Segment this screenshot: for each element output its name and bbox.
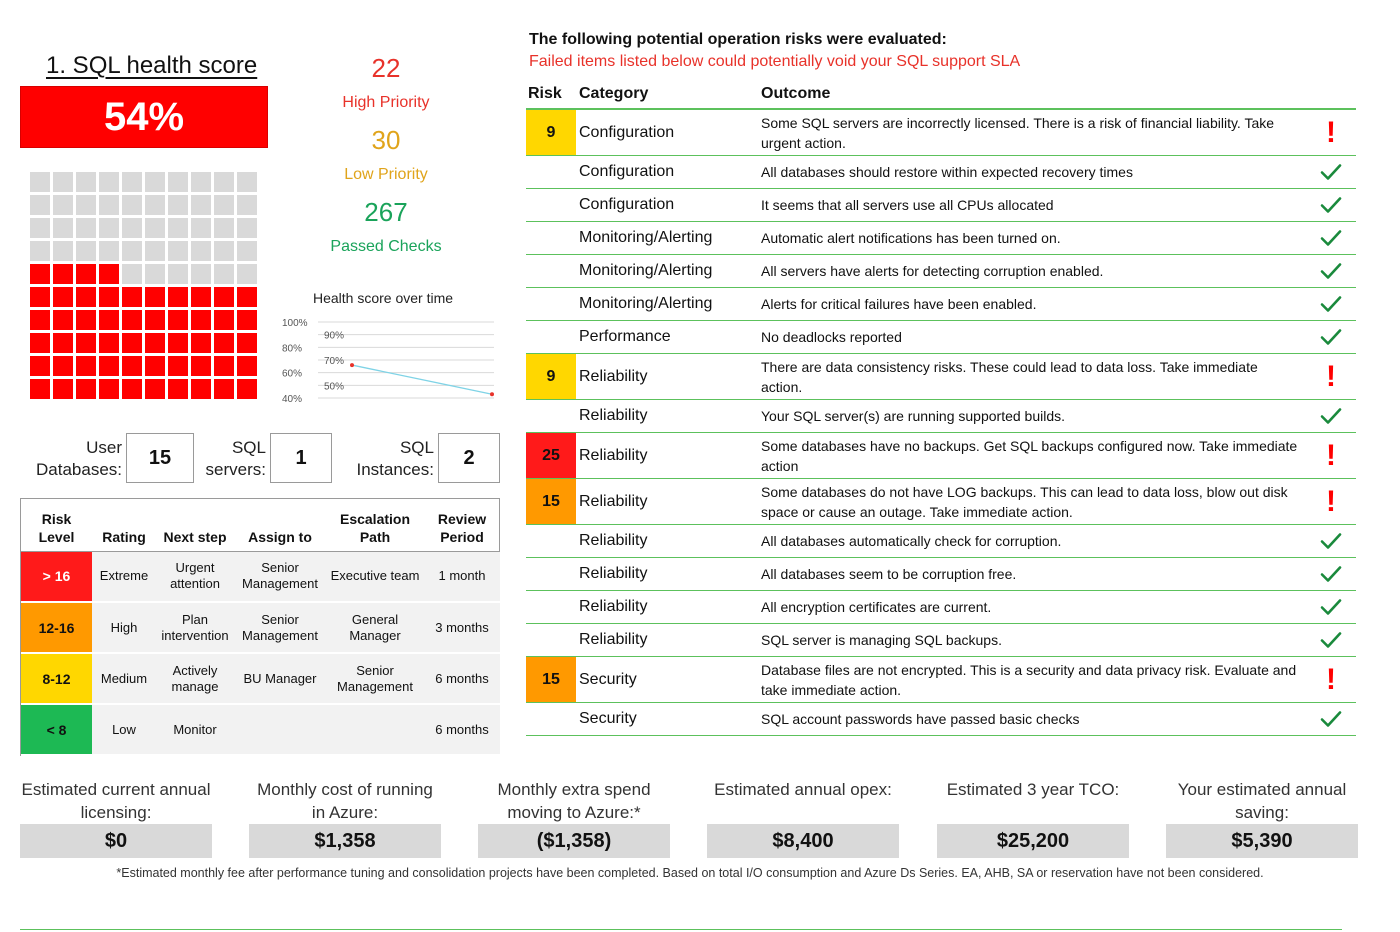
waffle-cell — [53, 241, 73, 261]
waffle-cell — [237, 333, 257, 353]
cost-label: Estimated annual opex: — [714, 780, 892, 799]
risk-score — [526, 222, 576, 254]
cost-value: $5,390 — [1166, 824, 1358, 858]
user-databases-label: User Databases: — [36, 438, 122, 479]
cost-footnote: *Estimated monthly fee after performance tuning and consolidation projects have been completed. Based on total I/O consumption and Azure Ds Series. EA, AHB, SA or reservation have not been considered. — [116, 866, 1264, 880]
waffle-cell — [168, 172, 188, 192]
waffle-cell — [122, 287, 142, 307]
fail-alert-icon: ! — [1326, 662, 1336, 696]
waffle-cell — [122, 356, 142, 376]
waffle-cell — [76, 333, 96, 353]
matrix-review-period: 6 months — [424, 704, 500, 755]
pass-check-icon — [1306, 624, 1356, 656]
matrix-row — [21, 653, 500, 704]
risk-category: Reliability — [579, 631, 648, 648]
waffle-cell — [30, 218, 50, 238]
matrix-assign-to: Senior Management — [234, 551, 326, 602]
risk-row — [526, 255, 1356, 288]
risk-category: Security — [579, 670, 637, 688]
matrix-escalation: Senior Management — [326, 653, 424, 704]
waffle-cell — [191, 195, 211, 215]
waffle-cell — [99, 218, 119, 238]
waffle-cell — [168, 310, 188, 330]
risk-score — [526, 703, 576, 735]
waffle-cell — [30, 195, 50, 215]
waffle-cell — [99, 310, 119, 330]
waffle-cell — [145, 287, 165, 307]
waffle-cell — [168, 195, 188, 215]
waffle-cell — [168, 264, 188, 284]
risks-heading: The following potential operation risks were evaluated: — [529, 31, 947, 48]
waffle-cell — [53, 310, 73, 330]
risk-table — [526, 80, 1356, 736]
risk-score — [526, 558, 576, 590]
y-tick-label: 80% — [282, 343, 303, 355]
cost-value: $8,400 — [707, 824, 899, 858]
cost-value: ($1,358) — [478, 824, 670, 858]
waffle-cell — [30, 287, 50, 307]
risk-score — [526, 400, 576, 432]
risk-outcome: Some databases do not have LOG backups. This can lead to data loss, blow out disk space or cause an outage. Take immediate action. — [761, 483, 1288, 520]
risk-category: Reliability — [579, 407, 648, 424]
waffle-cell — [76, 287, 96, 307]
risk-outcome: Alerts for critical failures have been enabled. — [761, 296, 1037, 312]
risk-category: Reliability — [579, 492, 648, 510]
risk-outcome: Some SQL servers are incorrectly licensed. There is a risk of financial liability. Take urgent action. — [761, 114, 1275, 151]
y-tick-label: 60% — [282, 368, 303, 380]
matrix-assign-to: BU Manager — [234, 653, 326, 704]
waffle-cell — [30, 172, 50, 192]
waffle-cell — [214, 264, 234, 284]
pass-check-icon — [1306, 591, 1356, 623]
data-point — [490, 392, 494, 396]
matrix-risk-level: < 8 — [21, 704, 92, 755]
cost-card — [937, 778, 1129, 858]
waffle-cell — [145, 356, 165, 376]
risk-row — [526, 354, 1356, 400]
risk-category: Performance — [579, 328, 671, 345]
y-tick-label: 100% — [282, 318, 308, 329]
waffle-cell — [76, 241, 96, 261]
high-priority-label: High Priority — [342, 94, 430, 111]
matrix-review-period: 1 month — [424, 551, 500, 602]
waffle-cell — [191, 379, 211, 399]
waffle-cell — [53, 333, 73, 353]
matrix-next-step: Plan intervention — [156, 602, 234, 653]
risks-sla-warning: Failed items listed below could potentially void your SQL support SLA — [529, 53, 1021, 70]
waffle-cell — [76, 310, 96, 330]
data-point — [350, 363, 354, 367]
risk-table-header — [526, 80, 1356, 110]
trend-chart-title: Health score over time — [312, 290, 454, 306]
waffle-cell — [168, 241, 188, 261]
risk-score — [526, 321, 576, 353]
waffle-cell — [99, 172, 119, 192]
waffle-cell — [122, 333, 142, 353]
cost-card — [1166, 778, 1358, 858]
waffle-cell — [191, 218, 211, 238]
matrix-next-step: Urgent attention — [156, 551, 234, 602]
matrix-escalation: General Manager — [326, 602, 424, 653]
matrix-row — [21, 602, 500, 653]
waffle-cell — [53, 356, 73, 376]
waffle-cell — [191, 356, 211, 376]
waffle-cell — [191, 241, 211, 261]
fail-alert-icon: ! — [1326, 484, 1336, 518]
cost-value: $0 — [20, 824, 212, 858]
waffle-cell — [30, 264, 50, 284]
risk-row — [526, 657, 1356, 703]
waffle-cell — [191, 333, 211, 353]
pass-check-icon — [1306, 321, 1356, 353]
matrix-next-step: Monitor — [156, 704, 234, 755]
cost-value: $25,200 — [937, 824, 1129, 858]
waffle-cell — [237, 172, 257, 192]
fail-alert-icon: ! — [1326, 438, 1336, 472]
risk-row — [526, 400, 1356, 433]
risk-row — [526, 591, 1356, 624]
matrix-header-review-period: Review Period — [424, 499, 500, 551]
risk-outcome: Your SQL server(s) are running supported builds. — [761, 408, 1066, 424]
matrix-rating: Low — [92, 704, 156, 755]
series-line — [352, 365, 492, 394]
waffle-cell — [122, 218, 142, 238]
waffle-cell — [214, 218, 234, 238]
risk-column-header: Risk — [528, 85, 562, 102]
risk-category: Reliability — [579, 446, 648, 464]
matrix-rating: Extreme — [92, 551, 156, 602]
matrix-assign-to — [234, 704, 326, 755]
risk-row — [526, 433, 1356, 479]
cost-label: Estimated current annual licensing: — [21, 780, 211, 822]
matrix-row — [21, 551, 500, 602]
sql-servers-value: 1 — [270, 433, 332, 483]
risk-score: 15 — [526, 479, 576, 524]
risk-outcome: Automatic alert notifications has been turned on. — [761, 230, 1061, 246]
waffle-cell — [168, 379, 188, 399]
matrix-review-period: 3 months — [424, 602, 500, 653]
risk-score — [526, 288, 576, 320]
waffle-cell — [53, 287, 73, 307]
waffle-cell — [30, 241, 50, 261]
risk-row — [526, 156, 1356, 189]
risk-outcome: Some databases have no backups. Get SQL backups configured now. Take immediate action — [761, 437, 1298, 474]
waffle-cell — [99, 287, 119, 307]
matrix-risk-level: 8-12 — [21, 653, 92, 704]
risk-row — [526, 525, 1356, 558]
waffle-cell — [122, 310, 142, 330]
risk-row — [526, 222, 1356, 255]
risk-category: Configuration — [579, 123, 675, 141]
matrix-risk-level: > 16 — [21, 551, 92, 602]
pass-check-icon — [1306, 222, 1356, 254]
cost-value: $1,358 — [249, 824, 441, 858]
waffle-cell — [214, 241, 234, 261]
risk-category: Configuration — [579, 163, 675, 180]
user-databases-value: 15 — [126, 433, 194, 483]
risk-score: 25 — [526, 433, 576, 478]
waffle-cell — [30, 333, 50, 353]
risk-score: 9 — [526, 110, 576, 155]
waffle-cell — [53, 379, 73, 399]
waffle-cell — [168, 218, 188, 238]
y-tick-label: 70% — [324, 356, 345, 367]
high-priority-count: 22 — [371, 53, 401, 83]
waffle-cell — [145, 218, 165, 238]
risk-row — [526, 321, 1356, 354]
waffle-cell — [76, 218, 96, 238]
waffle-cell — [99, 356, 119, 376]
waffle-cell — [237, 356, 257, 376]
cost-label: Monthly cost of running in Azure: — [257, 780, 433, 822]
waffle-cell — [214, 287, 234, 307]
health-score-value: 54% — [20, 86, 268, 148]
passed-checks-label: Passed Checks — [330, 238, 442, 255]
waffle-cell — [76, 379, 96, 399]
risk-category: Reliability — [579, 565, 648, 582]
risk-outcome: SQL server is managing SQL backups. — [761, 632, 1002, 648]
waffle-cell — [237, 195, 257, 215]
matrix-row — [21, 704, 500, 755]
matrix-header-next-step: Next step — [156, 499, 234, 551]
waffle-cell — [53, 218, 73, 238]
bottom-divider — [20, 929, 1342, 930]
risk-row — [526, 479, 1356, 525]
waffle-cell — [237, 241, 257, 261]
low-priority-label: Low Priority — [344, 166, 428, 183]
risk-score — [526, 255, 576, 287]
waffle-cell — [168, 356, 188, 376]
risk-row — [526, 189, 1356, 222]
y-tick-label: 50% — [324, 381, 345, 393]
waffle-cell — [237, 310, 257, 330]
risk-outcome: All databases should restore within expected recovery times — [761, 164, 1133, 180]
health-score-title: 1. SQL health score — [46, 52, 258, 79]
matrix-rating: High — [92, 602, 156, 653]
risk-matrix — [20, 498, 500, 756]
passed-checks-count: 267 — [364, 197, 408, 227]
sql-servers-label: SQL servers: — [205, 438, 266, 479]
cost-card — [20, 778, 212, 858]
risk-outcome: All databases seem to be corruption free. — [761, 566, 1017, 582]
waffle-cell — [53, 172, 73, 192]
risk-category: Reliability — [579, 367, 648, 385]
health-trend-chart — [280, 312, 500, 412]
waffle-cell — [237, 287, 257, 307]
waffle-cell — [53, 195, 73, 215]
risk-category: Configuration — [579, 196, 675, 213]
waffle-cell — [99, 333, 119, 353]
waffle-cell — [99, 264, 119, 284]
risk-category: Reliability — [579, 532, 648, 549]
waffle-cell — [191, 310, 211, 330]
waffle-cell — [30, 379, 50, 399]
risk-outcome: There are data consistency risks. These could lead to data loss. Take immediate action. — [761, 358, 1258, 395]
cost-label: Your estimated annual saving: — [1177, 780, 1347, 822]
matrix-escalation — [326, 704, 424, 755]
cost-label: Monthly extra spend moving to Azure:* — [497, 780, 651, 822]
waffle-cell — [145, 379, 165, 399]
matrix-header-risk-level: Risk Level — [21, 499, 92, 551]
waffle-cell — [214, 333, 234, 353]
risk-outcome: Database files are not encrypted. This is a security and data privacy risk. Evaluate and take immediate action. — [761, 661, 1297, 698]
cost-label: Estimated 3 year TCO: — [946, 780, 1120, 799]
risk-outcome: SQL account passwords have passed basic checks — [761, 711, 1080, 727]
waffle-cell — [214, 172, 234, 192]
cost-card — [249, 778, 441, 858]
risk-score: 9 — [526, 354, 576, 399]
health-score-waffle — [30, 172, 260, 402]
waffle-cell — [214, 356, 234, 376]
cost-card — [478, 778, 670, 858]
matrix-review-period: 6 months — [424, 653, 500, 704]
waffle-cell — [122, 379, 142, 399]
waffle-cell — [122, 264, 142, 284]
waffle-cell — [99, 241, 119, 261]
pass-check-icon — [1306, 703, 1356, 735]
waffle-cell — [145, 333, 165, 353]
waffle-cell — [214, 379, 234, 399]
waffle-cell — [237, 264, 257, 284]
matrix-header-rating: Rating — [92, 499, 156, 551]
waffle-cell — [214, 310, 234, 330]
waffle-cell — [30, 310, 50, 330]
pass-check-icon — [1306, 558, 1356, 590]
pass-check-icon — [1306, 288, 1356, 320]
waffle-cell — [122, 172, 142, 192]
matrix-escalation: Executive team — [326, 551, 424, 602]
waffle-cell — [214, 195, 234, 215]
waffle-cell — [145, 172, 165, 192]
risk-outcome: No deadlocks reported — [761, 329, 902, 345]
waffle-cell — [76, 172, 96, 192]
waffle-cell — [145, 195, 165, 215]
category-column-header: Category — [579, 85, 649, 102]
matrix-assign-to: Senior Management — [234, 602, 326, 653]
waffle-cell — [99, 195, 119, 215]
pass-check-icon — [1306, 189, 1356, 221]
risk-score: 15 — [526, 657, 576, 702]
risk-outcome: All encryption certificates are current. — [761, 599, 992, 615]
waffle-cell — [76, 356, 96, 376]
waffle-cell — [145, 310, 165, 330]
pass-check-icon — [1306, 400, 1356, 432]
waffle-cell — [76, 264, 96, 284]
waffle-cell — [168, 287, 188, 307]
waffle-cell — [168, 333, 188, 353]
cost-card — [707, 778, 899, 858]
risk-score — [526, 624, 576, 656]
risk-score — [526, 525, 576, 557]
fail-alert-icon: ! — [1326, 115, 1336, 149]
risk-category: Reliability — [579, 598, 648, 615]
waffle-cell — [191, 172, 211, 192]
risk-score — [526, 189, 576, 221]
fail-alert-icon: ! — [1326, 359, 1336, 393]
waffle-cell — [191, 264, 211, 284]
waffle-cell — [122, 241, 142, 261]
matrix-rating: Medium — [92, 653, 156, 704]
risk-outcome: All databases automatically check for corruption. — [761, 533, 1062, 549]
matrix-next-step: Actively manage — [156, 653, 234, 704]
risk-row — [526, 110, 1356, 156]
waffle-cell — [145, 264, 165, 284]
pass-check-icon — [1306, 156, 1356, 188]
waffle-cell — [237, 218, 257, 238]
risk-outcome: It seems that all servers use all CPUs allocated — [761, 197, 1054, 213]
risk-category: Security — [579, 710, 637, 727]
waffle-cell — [145, 241, 165, 261]
risk-category: Monitoring/Alerting — [579, 295, 713, 312]
y-tick-label: 40% — [282, 394, 303, 405]
risk-category: Monitoring/Alerting — [579, 262, 713, 279]
risk-outcome: All servers have alerts for detecting corruption enabled. — [761, 263, 1104, 279]
risk-score — [526, 156, 576, 188]
waffle-cell — [30, 356, 50, 376]
sql-instances-value: 2 — [438, 433, 500, 483]
waffle-cell — [191, 287, 211, 307]
risk-row — [526, 558, 1356, 591]
matrix-risk-level: 12-16 — [21, 602, 92, 653]
outcome-column-header: Outcome — [761, 85, 831, 102]
matrix-header-assign-to: Assign to — [234, 499, 326, 551]
risk-score — [526, 591, 576, 623]
waffle-cell — [99, 379, 119, 399]
y-tick-label: 90% — [324, 330, 345, 342]
matrix-header-escalation-path: Escalation Path — [326, 499, 424, 551]
sql-instances-label: SQL Instances: — [356, 438, 434, 479]
risk-row — [526, 703, 1356, 736]
pass-check-icon — [1306, 255, 1356, 287]
low-priority-count: 30 — [371, 125, 401, 155]
waffle-cell — [53, 264, 73, 284]
waffle-cell — [76, 195, 96, 215]
waffle-cell — [122, 195, 142, 215]
risk-category: Monitoring/Alerting — [579, 229, 713, 246]
pass-check-icon — [1306, 525, 1356, 557]
risk-row — [526, 288, 1356, 321]
risk-row — [526, 624, 1356, 657]
waffle-cell — [237, 379, 257, 399]
